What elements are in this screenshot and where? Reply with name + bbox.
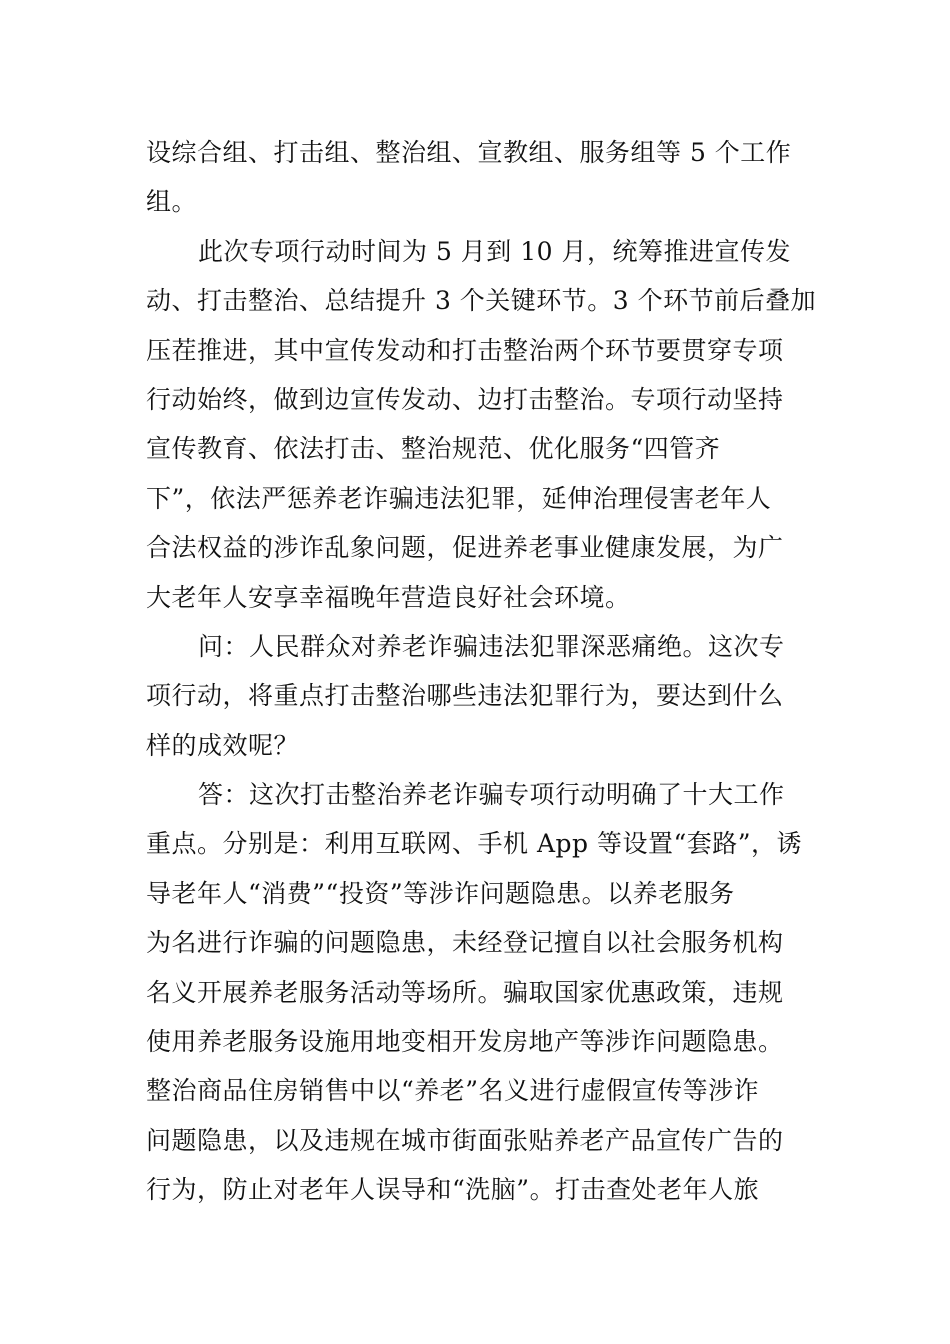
text-line: 导老年人“消费”“投资”等涉诈问题隐患。以养老服务	[146, 878, 735, 908]
text-line: 重点。分别是：利用互联网、手机 App 等设置“套路”，诱	[146, 829, 803, 859]
text-line: 样的成效呢？	[146, 730, 300, 760]
text-line: 项行动，将重点打击整治哪些违法犯罪行为，要达到什么	[146, 681, 784, 711]
answer-line: 答：这次打击整治养老诈骗专项行动明确了十大工作	[198, 780, 785, 810]
text-line: 为名进行诈骗的问题隐患，未经登记擅自以社会服务机构	[146, 928, 784, 958]
text-line: 设综合组、打击组、整治组、宣教组、服务组等 5 个工作	[146, 138, 792, 167]
text-line: 宣传教育、依法打击、整治规范、优化服务“四管齐	[146, 434, 721, 464]
text-line: 动、打击整治、总结提升 3 个关键环节。3 个环节前后叠加	[146, 286, 817, 316]
text-line: 大老年人安享幸福晚年营造良好社会环境。	[146, 582, 631, 612]
question-line: 问：人民群众对养老诈骗违法犯罪深恶痛绝。这次专	[198, 631, 785, 661]
text-line: 使用养老服务设施用地变相开发房地产等涉诈问题隐患。	[146, 1027, 784, 1057]
text-line: 行动始终，做到边宣传发动、边打击整治。专项行动坚持	[146, 384, 784, 414]
text-line: 行为，防止对老年人误导和“洗脑”。打击查处老年人旅	[146, 1175, 760, 1205]
text-line: 压茬推进，其中宣传发动和打击整治两个环节要贯穿专项	[146, 335, 784, 365]
paragraph-start-line: 此次专项行动时间为 5 月到 10 月，统筹推进宣传发	[198, 236, 792, 266]
text-line: 整治商品住房销售中以“养老”名义进行虚假宣传等涉诈	[146, 1076, 760, 1106]
body-text	[146, 128, 817, 1215]
text-line: 问题隐患，以及违规在城市街面张贴养老产品宣传广告的	[146, 1125, 784, 1155]
text-line: 下”，依法严惩养老诈骗违法犯罪，延伸治理侵害老年人	[146, 483, 772, 513]
text-line: 组。	[146, 187, 198, 217]
text-line: 名义开展养老服务活动等场所。骗取国家优惠政策，违规	[146, 977, 784, 1007]
text-line: 合法权益的涉诈乱象问题，促进养老事业健康发展，为广	[146, 533, 784, 563]
